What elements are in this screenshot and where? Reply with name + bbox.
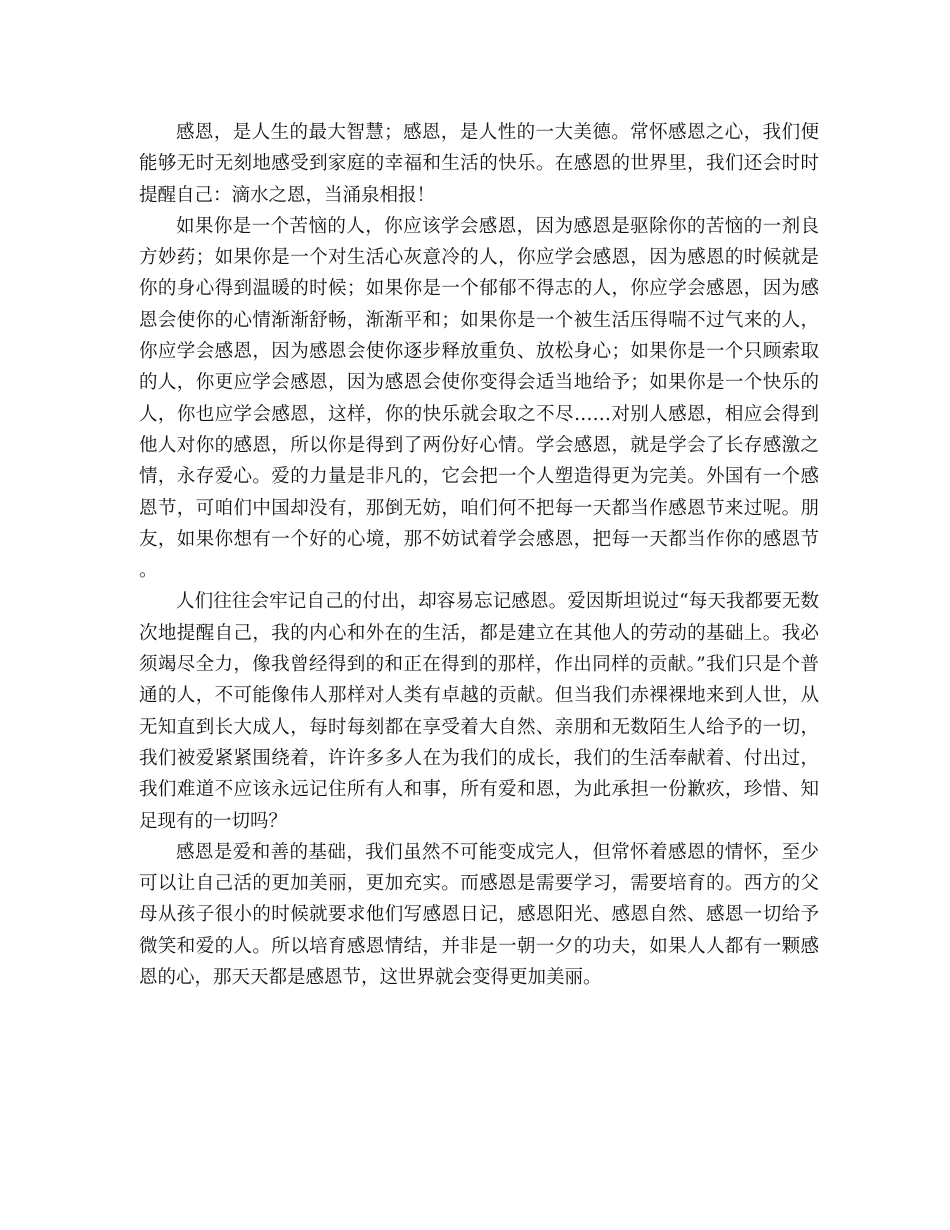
document-body	[139, 117, 819, 993]
paragraph-4: 感恩是爱和善的基础，我们虽然不可能变成完人，但常怀着感恩的情怀，至少可以让自己活的更加美丽，更加充实。而感恩是需要学习，需要培育的。西方的父母从孩子很小的时候就要求他们写感恩日记，感恩阳光、感恩自然、感恩一切给予微笑和爱的人。所以培育感恩情结，并非是一朝一夕的功夫，如果人人都有一颗感恩的心，那天天都是感恩节，这世界就会变得更加美丽。	[139, 841, 819, 989]
paragraph-3: 人们往往会牢记自己的付出，却容易忘记感恩。爱因斯坦说过“每天我都要无数次地提醒自己，我的内心和外在的生活，都是建立在其他人的劳动的基础上。我必须竭尽全力，像我曾经得到的和正在得到的那样，作出同样的贡献。”我们只是个普通的人，不可能像伟人那样对人类有卓越的贡献。但当我们赤裸裸地来到人世，从无知直到长大成人，每时每刻都在享受着大自然、亲朋和无数陌生人给予的一切，我们被爱紧紧围绕着，许许多多人在为我们的成长，我们的生活奉献着、付出过，我们难道不应该永远记住所有人和事，所有爱和恩，为此承担一份歉疚，珍惜、知足现有的一切吗？	[139, 591, 819, 832]
paragraph-2: 如果你是一个苦恼的人，你应该学会感恩，因为感恩是驱除你的苦恼的一剂良方妙药；如果你是一个对生活心灰意冷的人，你应学会感恩，因为感恩的时候就是你的身心得到温暖的时候；如果你是一个郁郁不得志的人，你应学会感恩，因为感恩会使你的心情渐渐舒畅，渐渐平和；如果你是一个被生活压得喘不过气来的人，你应学会感恩，因为感恩会使你逐步释放重负、放松身心；如果你是一个只顾索取的人，你更应学会感恩，因为感恩会使你变得会适当地给予；如果你是一个快乐的人，你也应学会感恩，这样，你的快乐就会取之不尽……对别人感恩，相应会得到他人对你的感恩，所以你是得到了两份好心情。学会感恩，就是学会了长存感激之情，永存爱心。爱的力量是非凡的，它会把一个人塑造得更为完美。外国有一个感恩节，可咱们中国却没有，那倒无妨，咱们何不把每一天都当作感恩节来过呢。朋友，如果你想有一个好的心境，那不妨试着学会感恩，把每一天都当作你的感恩节。	[139, 215, 819, 582]
paragraph-1: 感恩，是人生的最大智慧；感恩，是人性的一大美德。常怀感恩之心，我们便能够无时无刻地感受到家庭的幸福和生活的快乐。在感恩的世界里，我们还会时时提醒自己：滴水之恩，当涌泉相报！	[139, 122, 819, 206]
